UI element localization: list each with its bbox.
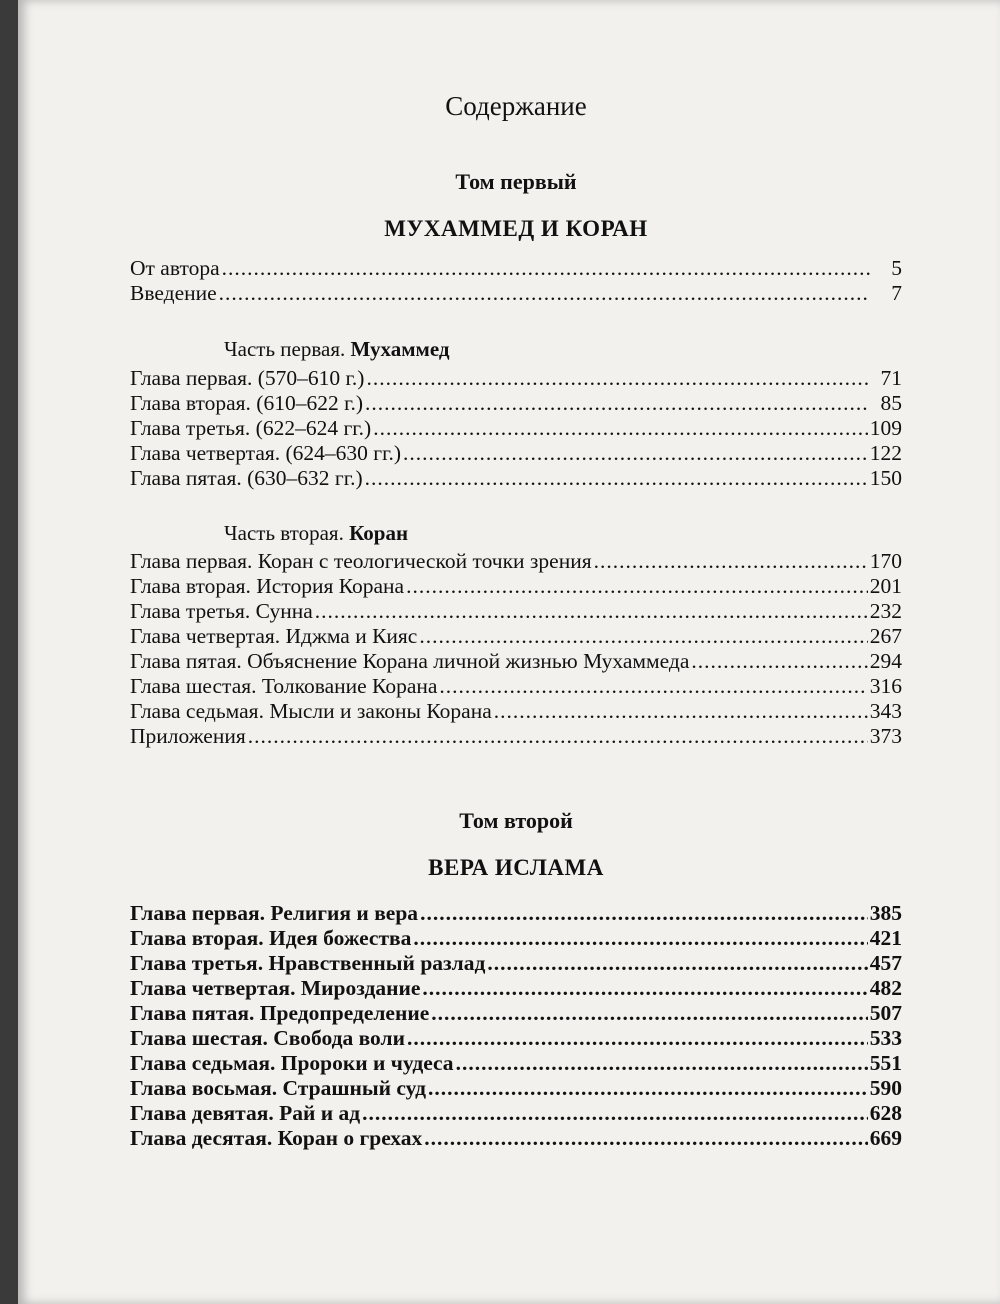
- toc-row[interactable]: [130, 1126, 902, 1151]
- leader-dots: [422, 976, 867, 1001]
- part1-name: Мухаммед: [350, 337, 450, 361]
- toc-row-page: 343: [869, 699, 902, 723]
- toc-row-page: 5: [891, 256, 902, 280]
- toc-row-label: Глава десятая. Коран о грехах: [130, 1126, 423, 1150]
- toc-row-page: 669: [869, 1126, 902, 1150]
- leader-dots: [420, 901, 868, 926]
- volume2-book-title: ВЕРА ИСЛАМА: [428, 855, 604, 880]
- toc-row-label: Глава первая. Коран с теологической точки зрения: [130, 549, 592, 573]
- toc-row-label: Глава третья. Нравственный разлад: [130, 951, 486, 975]
- toc-row[interactable]: [130, 599, 902, 624]
- toc-row-label: Глава пятая. (630–632 гг.): [130, 466, 363, 490]
- leader-dots: [365, 391, 870, 416]
- toc-row[interactable]: [130, 1001, 902, 1026]
- leader-dots: [487, 951, 867, 976]
- toc-row[interactable]: [130, 649, 902, 674]
- toc-row-label: Глава четвертая. Иджма и Кияс: [130, 624, 418, 648]
- toc-row-label: Приложения: [130, 724, 246, 748]
- toc-row[interactable]: [130, 624, 902, 649]
- toc-row-page: 201: [869, 574, 902, 598]
- leader-dots: [439, 674, 867, 699]
- toc-row[interactable]: [130, 926, 902, 951]
- leader-dots: [222, 256, 870, 281]
- toc-row-page: 628: [869, 1101, 902, 1125]
- toc-row[interactable]: [130, 951, 902, 976]
- toc-row-label: Глава седьмая. Пророки и чудеса: [130, 1051, 454, 1075]
- toc-row-author[interactable]: [130, 256, 902, 281]
- volume1-label: Том первый: [455, 169, 577, 194]
- toc-row-page: 170: [869, 549, 902, 573]
- leader-dots: [456, 1051, 868, 1076]
- toc-row[interactable]: [130, 466, 902, 491]
- toc-row-page: 482: [869, 976, 902, 1000]
- part2-name: Коран: [349, 521, 409, 545]
- page-title: Содержание: [445, 91, 587, 121]
- book-page: [18, 0, 1000, 1304]
- leader-dots: [407, 1026, 868, 1051]
- leader-dots: [413, 926, 867, 951]
- leader-dots: [362, 1101, 868, 1126]
- part1-chapter-list: [130, 366, 902, 491]
- toc-row-page: 373: [869, 724, 902, 748]
- front-matter-list: [130, 256, 902, 306]
- toc-row-label: Глава третья. (622–624 гг.): [130, 416, 372, 440]
- leader-dots: [403, 441, 868, 466]
- toc-row-label: Глава вторая. Идея божества: [130, 926, 412, 950]
- toc-row[interactable]: [130, 391, 902, 416]
- leader-dots: [419, 624, 867, 649]
- leader-dots: [691, 649, 867, 674]
- toc-row-page: 150: [869, 466, 902, 490]
- toc-row-page: 507: [869, 1001, 902, 1025]
- leader-dots: [366, 366, 870, 391]
- part2-prefix: Часть вторая.: [224, 521, 350, 545]
- toc-row[interactable]: [130, 674, 902, 699]
- toc-row-label: Глава четвертая. (624–630 гг.): [130, 441, 402, 465]
- toc-row-page: 7: [891, 281, 902, 305]
- leader-dots: [431, 1001, 867, 1026]
- table-of-contents: [130, 88, 902, 1151]
- toc-row[interactable]: [130, 549, 902, 574]
- leader-dots: [594, 549, 868, 574]
- toc-row[interactable]: [130, 724, 902, 749]
- toc-row-label: Глава седьмая. Мысли и законы Корана: [130, 699, 492, 723]
- toc-row-page: 85: [880, 391, 902, 415]
- volume1-book-title: МУХАММЕД И КОРАН: [384, 216, 648, 241]
- toc-row-label: Глава вторая. История Корана: [130, 574, 405, 598]
- part1-heading: [130, 336, 902, 362]
- toc-row[interactable]: [130, 416, 902, 441]
- toc-row[interactable]: [130, 1026, 902, 1051]
- toc-row-label: Глава четвертая. Мироздание: [130, 976, 421, 1000]
- toc-row[interactable]: [130, 699, 902, 724]
- leader-dots: [424, 1126, 867, 1151]
- volume2-label: Том второй: [459, 808, 573, 833]
- toc-row-label: Глава вторая. (610–622 г.): [130, 391, 363, 415]
- toc-row-label: Глава шестая. Толкование Корана: [130, 674, 438, 698]
- toc-row[interactable]: [130, 574, 902, 599]
- toc-row[interactable]: [130, 1101, 902, 1126]
- toc-row[interactable]: [130, 366, 902, 391]
- toc-row-page: 316: [869, 674, 902, 698]
- toc-row[interactable]: [130, 441, 902, 466]
- toc-row-page: 421: [869, 926, 902, 950]
- part1-prefix: Часть первая.: [224, 337, 351, 361]
- toc-row-label: Глава восьмая. Страшный суд: [130, 1076, 426, 1100]
- leader-dots: [428, 1076, 868, 1101]
- toc-row-page: 551: [869, 1051, 902, 1075]
- toc-row[interactable]: [130, 901, 902, 926]
- toc-row-page: 109: [869, 416, 902, 440]
- toc-row[interactable]: [130, 1051, 902, 1076]
- toc-row-page: 71: [880, 366, 902, 390]
- leader-dots: [365, 466, 868, 491]
- toc-row-intro[interactable]: [130, 281, 902, 306]
- toc-row-label: Глава девятая. Рай и ад: [130, 1101, 361, 1125]
- toc-row-label: Глава первая. (570–610 г.): [130, 366, 365, 390]
- leader-dots: [219, 281, 870, 306]
- toc-row-page: 232: [869, 599, 902, 623]
- toc-row-label: Глава шестая. Свобода воли: [130, 1026, 405, 1050]
- toc-row[interactable]: [130, 1076, 902, 1101]
- toc-row-label: Введение: [130, 281, 217, 305]
- leader-dots: [315, 599, 868, 624]
- toc-row-label: Глава третья. Сунна: [130, 599, 313, 623]
- toc-row-page: 267: [869, 624, 902, 648]
- toc-row-label: От автора: [130, 256, 220, 280]
- toc-row-page: 294: [869, 649, 902, 673]
- leader-dots: [373, 416, 868, 441]
- volume2-chapter-list: [130, 901, 902, 1151]
- toc-row-page: 122: [869, 441, 902, 465]
- toc-row-label: Глава пятая. Предопределение: [130, 1001, 430, 1025]
- toc-row-page: 385: [869, 901, 902, 925]
- part2-heading: [130, 520, 902, 546]
- toc-row-page: 590: [869, 1076, 902, 1100]
- leader-dots: [406, 574, 868, 599]
- toc-row[interactable]: [130, 976, 902, 1001]
- toc-row-page: 533: [869, 1026, 902, 1050]
- toc-row-label: Глава первая. Религия и вера: [130, 901, 419, 925]
- toc-row-page: 457: [869, 951, 902, 975]
- toc-row-label: Глава пятая. Объяснение Корана личной жизнью Мухаммеда: [130, 649, 690, 673]
- part2-chapter-list: [130, 549, 902, 749]
- leader-dots: [494, 699, 868, 724]
- leader-dots: [248, 724, 868, 749]
